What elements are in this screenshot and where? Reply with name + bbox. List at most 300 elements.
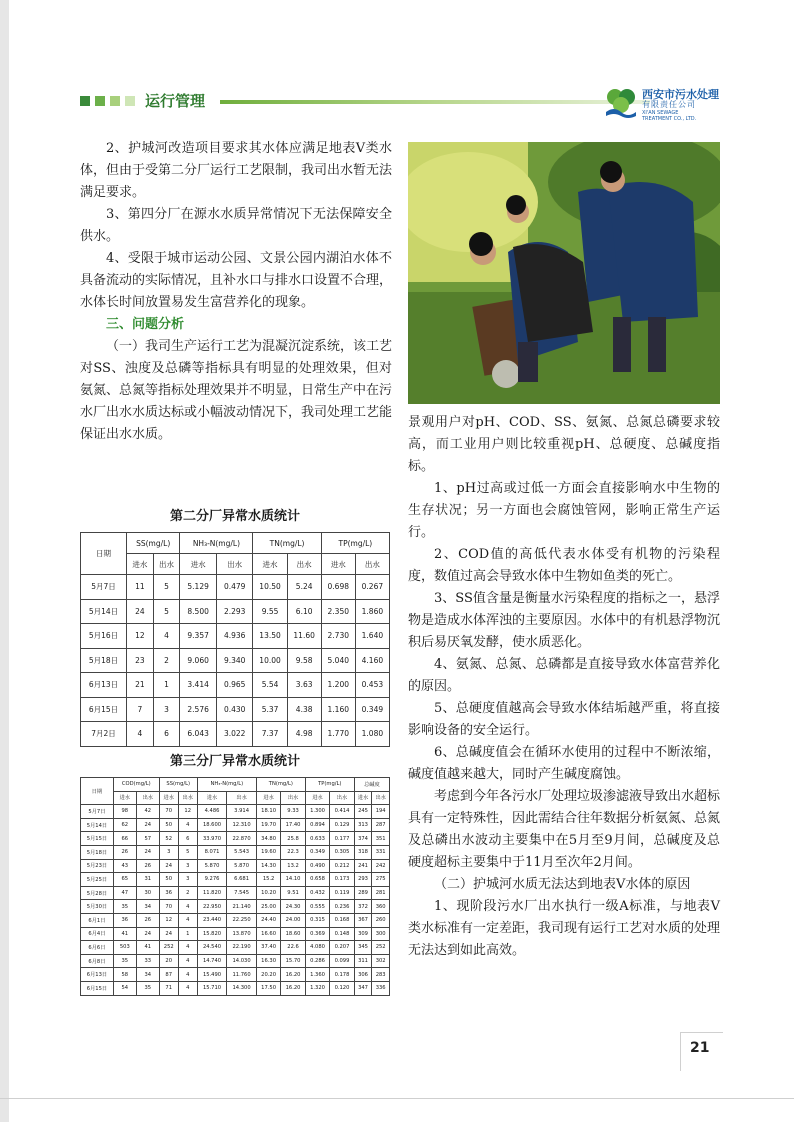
table-cell: 16.20 (281, 981, 305, 995)
table-cell: 8.071 (197, 845, 227, 859)
table-cell: 0.099 (330, 954, 354, 968)
table-cell: 5.37 (253, 697, 287, 722)
table-header-sub: 进水 (180, 554, 217, 575)
table-cell: 3 (153, 697, 180, 722)
table-cell: 12 (127, 624, 154, 649)
header-square-icon (125, 96, 135, 106)
table-header-sub: 出水 (216, 554, 253, 575)
table-cell: 287 (372, 818, 390, 832)
table-cell: 7.545 (227, 886, 257, 900)
table-cell: 0.207 (330, 941, 354, 955)
table-cell: 9.276 (197, 873, 227, 887)
table-cell: 0.894 (305, 818, 329, 832)
table-cell: 25.00 (256, 900, 280, 914)
table-row (81, 697, 390, 722)
table-cell: 0.236 (330, 900, 354, 914)
paragraph: 3、SS值含量是衡量水污染程度的指标之一，悬浮物是造成水体浑浊的主要原因。水体中的有机悬浮物沉积后易厌氧发酵，使水质恶化。 (408, 591, 721, 650)
table-cell-date: 6月1日 (81, 913, 114, 927)
table-header-sub: 进水 (354, 791, 372, 805)
table-cell: 1.080 (355, 722, 389, 747)
table-cell: 5.24 (287, 575, 321, 600)
table-cell: 7.37 (253, 722, 287, 747)
table-header-group: TN(mg/L) (253, 533, 321, 554)
table-cell: 14.030 (227, 954, 257, 968)
table-cell: 345 (354, 941, 372, 955)
table-header-group: COD(mg/L) (113, 778, 159, 792)
table-header-group: SS(mg/L) (159, 778, 197, 792)
table-cell: 34 (136, 968, 159, 982)
table-cell-date: 5月16日 (81, 624, 127, 649)
table-header-sub: 进水 (127, 554, 154, 575)
table-cell: 33 (136, 954, 159, 968)
table-cell: 22.3 (281, 845, 305, 859)
table-cell: 50 (159, 818, 178, 832)
table-cell: 34 (136, 900, 159, 914)
table-cell: 0.120 (330, 981, 354, 995)
table-row (81, 599, 390, 624)
table-header-sub: 出水 (153, 554, 180, 575)
table-cell: 5.54 (253, 673, 287, 698)
table-cell-date: 6月6日 (81, 941, 114, 955)
table-cell: 6 (178, 832, 197, 846)
table-cell: 289 (354, 886, 372, 900)
paragraph: 6、总碱度值会在循环水使用的过程中不断浓缩，碱度值越来越大，同时产生碱度腐蚀。 (408, 745, 720, 782)
paragraph: 1、现阶段污水厂出水执行一级A标准，与地表V类水标准有一定差距，我司现有运行工艺对水质的处理无法达到如此高效。 (408, 899, 721, 958)
table-cell: 22.870 (227, 832, 257, 846)
paragraph: 2、COD值的高低代表水体受有机物的污染程度，数值过高会导致水体中生物如鱼类的死亡。 (408, 547, 720, 584)
table-cell: 11.60 (287, 624, 321, 649)
table-cell: 70 (159, 900, 178, 914)
table-cell: 24 (127, 599, 154, 624)
table-cell: 2.730 (321, 624, 355, 649)
table-header-sub: 出水 (281, 791, 305, 805)
table-cell: 17.40 (281, 818, 305, 832)
table-cell: 19.60 (256, 845, 280, 859)
table-cell: 15.710 (197, 981, 227, 995)
table-cell: 351 (372, 832, 390, 846)
table-cell: 50 (159, 873, 178, 887)
table-cell: 14.30 (256, 859, 280, 873)
table-cell: 6.681 (227, 873, 257, 887)
table-row (81, 575, 390, 600)
table-cell: 300 (372, 927, 390, 941)
table-cell: 36 (113, 913, 136, 927)
header-square-icon (110, 96, 120, 106)
logo-emblem-icon (604, 86, 638, 120)
right-column (408, 412, 720, 962)
table-cell: 10.50 (253, 575, 287, 600)
footer-rule (0, 1098, 794, 1099)
table-cell-date: 6月13日 (81, 968, 114, 982)
table-cell: 24 (136, 927, 159, 941)
table-cell: 24 (159, 927, 178, 941)
table-cell: 17.50 (256, 981, 280, 995)
table-cell-date: 5月14日 (81, 818, 114, 832)
table-cell: 0.414 (330, 805, 354, 819)
table-cell: 0.177 (330, 832, 354, 846)
table-cell: 4.486 (197, 805, 227, 819)
logo-name: 西安市污水处理 (642, 88, 719, 101)
table-cell: 4.160 (355, 648, 389, 673)
table-cell: 5.040 (321, 648, 355, 673)
table-cell: 0.178 (330, 968, 354, 982)
table-cell: 57 (136, 832, 159, 846)
table-header-sub: 出水 (227, 791, 257, 805)
table-cell: 16.30 (256, 954, 280, 968)
header-square-icon (80, 96, 90, 106)
table-cell: 6.10 (287, 599, 321, 624)
table-cell: 1.860 (355, 599, 389, 624)
table-cell-date: 5月25日 (81, 873, 114, 887)
table-cell: 3.63 (287, 673, 321, 698)
section-title: 运行管理 (145, 92, 206, 110)
table-cell: 0.965 (216, 673, 253, 698)
table-cell: 5 (178, 845, 197, 859)
paragraph: 景观用户对pH、COD、SS、氨氮、总氮总磷要求较高，而工业用户则比较重视pH、总硬度、总碱度指标。 (408, 415, 720, 474)
table-cell: 0.148 (330, 927, 354, 941)
table-cell: 0.315 (305, 913, 329, 927)
table-cell: 24.540 (197, 941, 227, 955)
table-cell: 16.20 (281, 968, 305, 982)
table-cell: 24 (159, 859, 178, 873)
table-cell: 313 (354, 818, 372, 832)
table-cell: 336 (372, 981, 390, 995)
table-header-group: TP(mg/L) (321, 533, 389, 554)
table-row (81, 873, 390, 887)
table-cell: 1.300 (305, 805, 329, 819)
table-cell-date: 6月8日 (81, 954, 114, 968)
table-cell: 8.500 (180, 599, 217, 624)
table-cell-date: 5月18日 (81, 845, 114, 859)
table-header-sub: 出水 (287, 554, 321, 575)
table-cell: 302 (372, 954, 390, 968)
table-header-group: TP(mg/L) (305, 778, 354, 792)
table-cell: 13.50 (253, 624, 287, 649)
header-rule (220, 100, 650, 104)
table-cell: 5.129 (180, 575, 217, 600)
table-cell: 0.168 (330, 913, 354, 927)
table-header-sub: 出水 (355, 554, 389, 575)
paragraph: 1、pH过高或过低一方面会直接影响水中生物的生存状况；另一方面也会腐蚀管网，影响正常生产运行。 (408, 481, 720, 540)
table-cell: 37.40 (256, 941, 280, 955)
table-cell: 18.600 (197, 818, 227, 832)
table-cell-date: 5月30日 (81, 900, 114, 914)
table-cell: 331 (372, 845, 390, 859)
table-row (81, 818, 390, 832)
table-cell: 293 (354, 873, 372, 887)
table-cell: 3 (178, 859, 197, 873)
table-cell: 0.555 (305, 900, 329, 914)
table-cell: 24.00 (281, 913, 305, 927)
table-cell: 252 (159, 941, 178, 955)
table-cell: 54 (113, 981, 136, 995)
table-cell: 503 (113, 941, 136, 955)
table-cell: 42 (136, 805, 159, 819)
table-cell: 374 (354, 832, 372, 846)
table-cell: 306 (354, 968, 372, 982)
table-cell: 22.190 (227, 941, 257, 955)
table-cell: 14.740 (197, 954, 227, 968)
table-cell: 281 (372, 886, 390, 900)
table-cell: 21 (127, 673, 154, 698)
table-header-sub: 进水 (159, 791, 178, 805)
table-cell: 372 (354, 900, 372, 914)
table-cell: 16.60 (256, 927, 280, 941)
left-column (80, 138, 392, 446)
table-cell: 24.30 (281, 900, 305, 914)
table-cell: 62 (113, 818, 136, 832)
header-square-icon (95, 96, 105, 106)
table-cell: 12 (178, 805, 197, 819)
table-header-sub: 进水 (113, 791, 136, 805)
table-cell-date: 5月14日 (81, 599, 127, 624)
table-cell: 309 (354, 927, 372, 941)
table2 (80, 532, 390, 747)
section-heading: 三、问题分析 (106, 317, 185, 332)
table-cell: 7 (127, 697, 154, 722)
table-cell: 15.70 (281, 954, 305, 968)
table-cell-date: 5月23日 (81, 859, 114, 873)
table-cell: 9.33 (281, 805, 305, 819)
table-cell: 0.212 (330, 859, 354, 873)
table-cell: 283 (372, 968, 390, 982)
paragraph: 3、第四分厂在源水水质异常情况下无法保障安全供水。 (80, 207, 392, 244)
table-cell: 15.820 (197, 927, 227, 941)
table-row (81, 859, 390, 873)
table-cell: 6 (153, 722, 180, 747)
table-row (81, 648, 390, 673)
table-cell: 26 (136, 913, 159, 927)
table-cell: 24.40 (256, 913, 280, 927)
table-cell: 252 (372, 941, 390, 955)
table-cell: 36 (159, 886, 178, 900)
table-header-group: SS(mg/L) (127, 533, 180, 554)
table-cell: 3.414 (180, 673, 217, 698)
company-logo (604, 86, 719, 122)
paragraph: 4、受限于城市运动公园、文景公园内湖泊水体不具备流动的实际情况，且补水口与排水口设置不合理，水体长时间放置易发生富营养化的现象。 (80, 251, 393, 310)
table-cell: 34.80 (256, 832, 280, 846)
table-cell-date: 5月18日 (81, 648, 127, 673)
table-header-sub: 进水 (197, 791, 227, 805)
table-cell: 14.300 (227, 981, 257, 995)
table-row (81, 927, 390, 941)
table-cell: 41 (113, 927, 136, 941)
logo-english: XI'AN SEWAGE TREATMENT CO., LTD. (642, 110, 697, 122)
table-header-sub: 进水 (321, 554, 355, 575)
table-cell: 1 (178, 927, 197, 941)
table-cell: 1.770 (321, 722, 355, 747)
table-cell-date: 6月15日 (81, 981, 114, 995)
table-cell: 35 (113, 900, 136, 914)
table-cell: 52 (159, 832, 178, 846)
table-cell: 4 (153, 624, 180, 649)
table-cell-date: 7月2日 (81, 722, 127, 747)
table-cell: 26 (136, 859, 159, 873)
table-cell: 47 (113, 886, 136, 900)
table-cell: 10.20 (256, 886, 280, 900)
table-cell: 4 (178, 954, 197, 968)
table-cell: 33.970 (197, 832, 227, 846)
table-header-group: NH₃-N(mg/L) (197, 778, 256, 792)
table-row (81, 941, 390, 955)
table-cell: 15.2 (256, 873, 280, 887)
table-cell: 11 (127, 575, 154, 600)
table-cell: 2 (153, 648, 180, 673)
table-header-date: 日期 (81, 533, 127, 575)
table-cell-date: 6月15日 (81, 697, 127, 722)
table-cell-date: 5月7日 (81, 575, 127, 600)
table-cell: 22.250 (227, 913, 257, 927)
table-cell: 4 (178, 913, 197, 927)
table-cell: 318 (354, 845, 372, 859)
table-cell: 13.870 (227, 927, 257, 941)
table2-title: 第二分厂异常水质统计 (169, 509, 300, 524)
table-cell: 12 (159, 913, 178, 927)
table-cell: 245 (354, 805, 372, 819)
table-cell: 311 (354, 954, 372, 968)
table-cell: 19.70 (256, 818, 280, 832)
table-cell: 0.349 (355, 697, 389, 722)
table-cell: 360 (372, 900, 390, 914)
table-cell: 24 (136, 845, 159, 859)
table-cell: 20 (159, 954, 178, 968)
table-row (81, 722, 390, 747)
table-cell: 9.55 (253, 599, 287, 624)
table-cell-date: 5月7日 (81, 805, 114, 819)
table-row (81, 624, 390, 649)
table-cell: 87 (159, 968, 178, 982)
table-cell: 18.60 (281, 927, 305, 941)
table-cell: 242 (372, 859, 390, 873)
paragraph: 5、总硬度值越高会导致水体结垢越严重，将直接影响设备的安全运行。 (408, 701, 720, 738)
table-header-sub: 出水 (372, 791, 390, 805)
table-cell: 98 (113, 805, 136, 819)
table-cell: 260 (372, 913, 390, 927)
table-cell: 5.870 (227, 859, 257, 873)
paragraph: 2、护城河改造项目要求其水体应满足地表V类水体，但由于受第二分厂运行工艺限制，我司出水暂无法满足要求。 (80, 141, 393, 200)
table-cell: 367 (354, 913, 372, 927)
table-cell: 0.658 (305, 873, 329, 887)
table-cell: 3.022 (216, 722, 253, 747)
table-cell: 0.173 (330, 873, 354, 887)
table-cell: 26 (113, 845, 136, 859)
table-cell: 4 (178, 818, 197, 832)
table-cell: 43 (113, 859, 136, 873)
table-cell: 275 (372, 873, 390, 887)
table-cell: 0.490 (305, 859, 329, 873)
table-cell: 12.310 (227, 818, 257, 832)
table-header-date: 日期 (81, 778, 114, 805)
table-cell: 0.479 (216, 575, 253, 600)
table-cell: 4.98 (287, 722, 321, 747)
table-cell: 3.914 (227, 805, 257, 819)
table-cell: 4.080 (305, 941, 329, 955)
table-cell: 4 (178, 968, 197, 982)
table-cell: 23.440 (197, 913, 227, 927)
table-cell: 18.10 (256, 805, 280, 819)
table-cell: 22.6 (281, 941, 305, 955)
table-cell: 13.2 (281, 859, 305, 873)
page-edge-strip (0, 0, 9, 1122)
table-cell: 22.950 (197, 900, 227, 914)
paragraph: 4、氨氮、总氮、总磷都是直接导致水体富营养化的原因。 (408, 657, 720, 694)
table-cell-date: 6月4日 (81, 927, 114, 941)
table-header-group: TN(mg/L) (256, 778, 305, 792)
table-cell: 5 (153, 575, 180, 600)
table-cell: 20.20 (256, 968, 280, 982)
table-cell: 5 (153, 599, 180, 624)
table-header-sub: 出水 (330, 791, 354, 805)
table-cell: 0.633 (305, 832, 329, 846)
table-cell: 31 (136, 873, 159, 887)
table-cell: 0.432 (305, 886, 329, 900)
table-row (81, 805, 390, 819)
table-cell: 194 (372, 805, 390, 819)
table-cell: 1.640 (355, 624, 389, 649)
table-cell: 1.360 (305, 968, 329, 982)
table-cell: 30 (136, 886, 159, 900)
table-cell: 65 (113, 873, 136, 887)
paragraph: （二）护城河水质无法达到地表V水体的原因 (434, 877, 691, 892)
table-row (81, 845, 390, 859)
table-cell: 0.349 (305, 845, 329, 859)
table-cell: 6.043 (180, 722, 217, 747)
table-cell: 9.357 (180, 624, 217, 649)
table-cell: 41 (136, 941, 159, 955)
table-header-sub: 进水 (305, 791, 329, 805)
table-cell: 9.060 (180, 648, 217, 673)
page-number: 21 (690, 1040, 710, 1056)
table-cell: 15.490 (197, 968, 227, 982)
table-cell: 70 (159, 805, 178, 819)
table-cell: 58 (113, 968, 136, 982)
table-header-sub: 进水 (256, 791, 280, 805)
table-row (81, 954, 390, 968)
table-row (81, 886, 390, 900)
table-cell: 1.320 (305, 981, 329, 995)
table-cell-date: 5月28日 (81, 886, 114, 900)
table-header-group: 总碱度 (354, 778, 389, 792)
table-cell: 0.453 (355, 673, 389, 698)
table-cell: 2 (178, 886, 197, 900)
table-cell: 1.160 (321, 697, 355, 722)
table-cell: 2.350 (321, 599, 355, 624)
table-cell: 0.129 (330, 818, 354, 832)
table-cell: 66 (113, 832, 136, 846)
table-cell: 1.200 (321, 673, 355, 698)
table-cell: 4 (178, 981, 197, 995)
table-cell: 10.00 (253, 648, 287, 673)
table-cell: 2.293 (216, 599, 253, 624)
table-row (81, 913, 390, 927)
table-cell: 0.119 (330, 886, 354, 900)
table-cell: 4.38 (287, 697, 321, 722)
table-cell: 0.369 (305, 927, 329, 941)
table-cell: 0.430 (216, 697, 253, 722)
table-cell: 3 (159, 845, 178, 859)
table-cell: 23 (127, 648, 154, 673)
table-cell: 0.305 (330, 845, 354, 859)
table-cell: 2.576 (180, 697, 217, 722)
table-header-group: NH₃-N(mg/L) (180, 533, 253, 554)
table-cell: 25.8 (281, 832, 305, 846)
table-cell: 347 (354, 981, 372, 995)
table-row (81, 832, 390, 846)
table-cell: 0.286 (305, 954, 329, 968)
logo-subname: 有限责任公司 (642, 100, 696, 109)
paragraph: （一）我司生产运行工艺为混凝沉淀系统，该工艺对SS、浊度及总磷等指标具有明显的处理效果，但对氨氮、总氮等指标处理效果并不明显，日常生产中在污水厂出水水质达标或小幅波动情况下，我司处理工艺能保证出水水质。 (80, 339, 393, 442)
table-cell: 9.51 (281, 886, 305, 900)
